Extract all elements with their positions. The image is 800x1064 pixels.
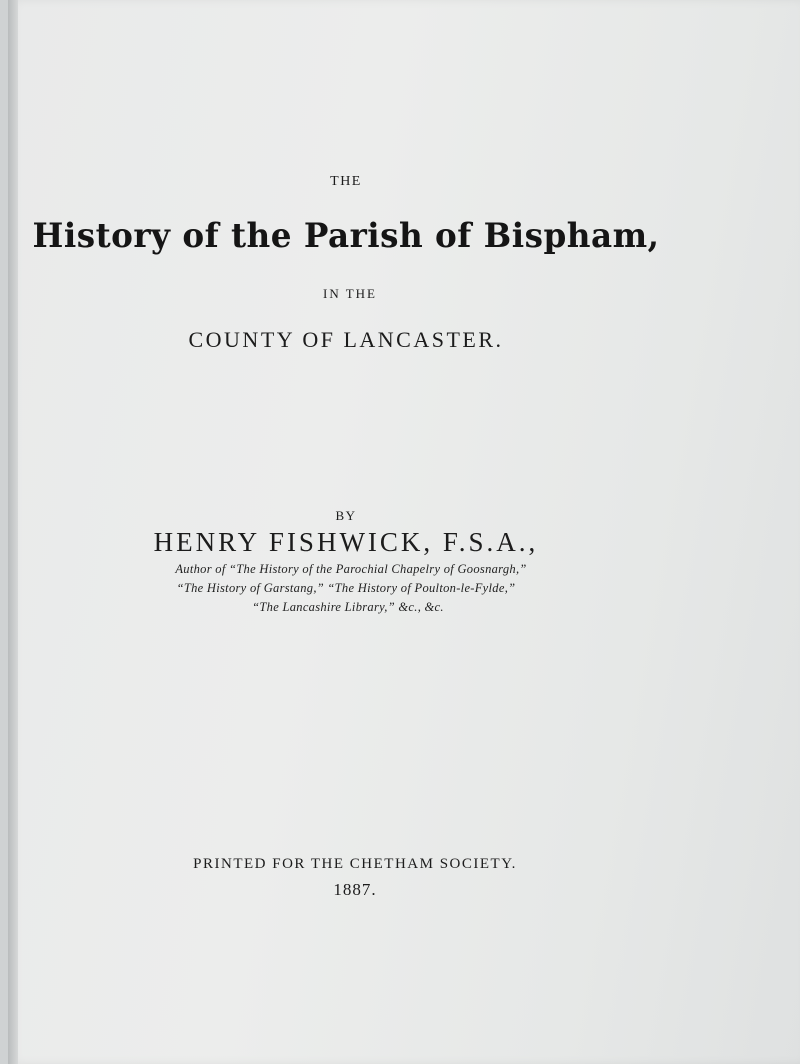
author-credit-line: “The Lancashire Library,” &c., &c. [252, 600, 444, 614]
title-page [8, 0, 800, 1064]
author-credit-line: Author of “The History of the Parochial Chapelry of Goosnargh,” [175, 562, 527, 576]
author-credit-line: “The History of Garstang,” “The History of Poulton-le-Fylde,” [176, 581, 516, 595]
title-article: THE [330, 174, 362, 189]
county-name: COUNTY OF LANCASTER. [188, 327, 504, 352]
author-name: HENRY FISHWICK, F.S.A., [153, 527, 539, 557]
publication-year: 1887. [333, 880, 377, 899]
publisher-line: PRINTED FOR THE CHETHAM SOCIETY. [193, 856, 517, 872]
by-line: BY [335, 508, 357, 523]
book-title: History of the Parish of Bispham, [32, 216, 660, 256]
title-connector: IN THE [322, 286, 377, 301]
